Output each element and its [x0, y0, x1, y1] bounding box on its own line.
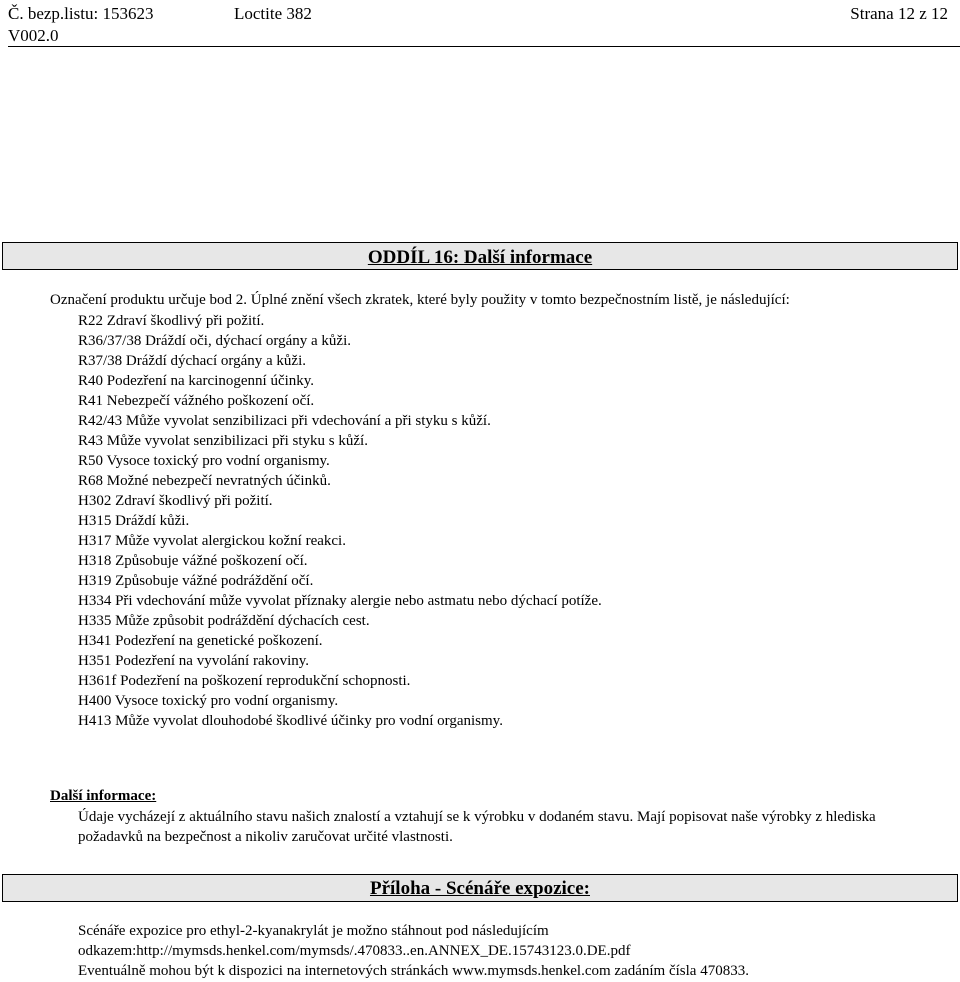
- phrase-item: H361f Podezření na poškození reprodukční schopnosti.: [78, 673, 411, 689]
- phrase-item: H341 Podezření na genetické poškození.: [78, 633, 323, 649]
- phrase-item: R50 Vysoce toxický pro vodní organismy.: [78, 453, 330, 469]
- further-info-label: Další informace:: [50, 788, 157, 804]
- version: V002.0: [8, 26, 59, 45]
- further-info-text: Údaje vycházejí z aktuálního stavu našich znalostí a vztahují se k výrobku v dodaném stavu. Mají popisovat naše výrobky z hlediska požadavků na bezpečnost a nikoliv zaručovat určité vlastnosti.: [78, 809, 876, 845]
- section-16-intro: Označení produktu určuje bod 2. Úplné znění všech zkratek, které byly použity v tomto bezpečnostním listě, je následující:: [50, 292, 790, 308]
- appendix-line: Eventuálně mohou být k dispozici na internetových stránkách www.mymsds.henkel.com zadáním čísla 470833.: [78, 963, 749, 979]
- phrase-item: H302 Zdraví škodlivý při požití.: [78, 493, 273, 509]
- appendix-link-line: odkazem:http://mymsds.henkel.com/mymsds/.470833..en.ANNEX_DE.15743123.0.DE.pdf: [78, 943, 631, 959]
- appendix-title: Příloha - Scénáře expozice:: [369, 878, 590, 899]
- phrase-item: R43 Může vyvolat senzibilizaci při styku s kůží.: [78, 433, 368, 449]
- phrase-item: R37/38 Dráždí dýchací orgány a kůži.: [78, 353, 306, 369]
- page-number: Strana 12 z 12: [850, 4, 948, 23]
- phrase-item: R22 Zdraví škodlivý při požití.: [78, 313, 265, 329]
- product-name: Loctite 382: [234, 4, 312, 23]
- header-divider: [8, 46, 960, 47]
- page-header: [8, 4, 948, 46]
- appendix-body: [78, 921, 749, 981]
- phrase-item: H413 Může vyvolat dlouhodobé škodlivé účinky pro vodní organismy.: [78, 713, 503, 729]
- phrase-item: H315 Dráždí kůži.: [78, 513, 190, 529]
- appendix-line: Scénáře expozice pro ethyl-2-kyanakrylát je možno stáhnout pod následujícím: [78, 923, 549, 939]
- phrase-item: R40 Podezření na karcinogenní účinky.: [78, 373, 315, 389]
- phrase-item: R68 Možné nebezpečí nevratných účinků.: [78, 473, 331, 489]
- phrase-item: H318 Způsobuje vážné poškození očí.: [78, 553, 308, 569]
- phrase-item: R36/37/38 Dráždí oči, dýchací orgány a kůži.: [78, 333, 351, 349]
- phrase-item: H317 Může vyvolat alergickou kožní reakci.: [78, 533, 346, 549]
- appendix-heading: [2, 874, 958, 902]
- phrase-item: H319 Způsobuje vážné podráždění očí.: [78, 573, 314, 589]
- phrase-item: H400 Vysoce toxický pro vodní organismy.: [78, 693, 339, 709]
- phrase-item: H334 Při vdechování může vyvolat příznaky alergie nebo astmatu nebo dýchací potíže.: [78, 593, 602, 609]
- phrase-list: [78, 311, 602, 731]
- phrase-item: R42/43 Může vyvolat senzibilizaci při vdechování a při styku s kůží.: [78, 413, 491, 429]
- sheet-number: Č. bezp.listu: 153623: [8, 4, 154, 23]
- phrase-item: R41 Nebezpečí vážného poškození očí.: [78, 393, 315, 409]
- phrase-item: H335 Může způsobit podráždění dýchacích cest.: [78, 613, 370, 629]
- phrase-item: H351 Podezření na vyvolání rakoviny.: [78, 653, 310, 669]
- section-16-heading: [2, 242, 958, 270]
- section-16-title: ODDÍL 16: Další informace: [367, 247, 593, 268]
